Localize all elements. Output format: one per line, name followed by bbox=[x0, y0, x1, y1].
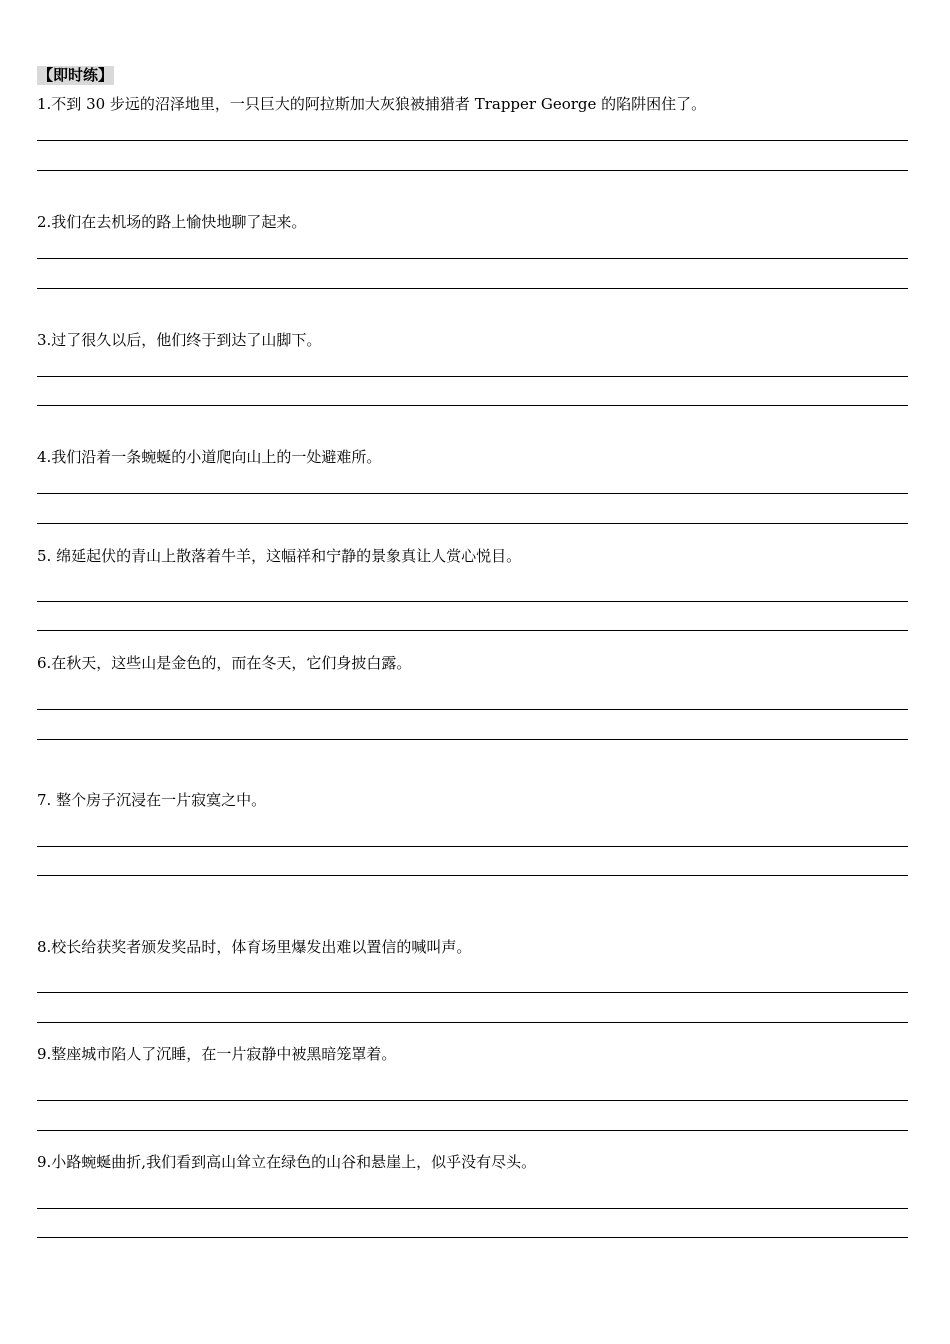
exercise-prompt-2: 2.我们在去机场的路上愉快地聊了起来。 bbox=[37, 213, 307, 231]
exercise-prompt-10: 9.小路蜿蜒曲折,我们看到高山耸立在绿色的山谷和悬崖上，似乎没有尽头。 bbox=[37, 1153, 537, 1171]
answer-line-5b[interactable] bbox=[37, 630, 908, 631]
answer-line-10b[interactable] bbox=[37, 1237, 908, 1238]
answer-line-4a[interactable] bbox=[37, 493, 908, 494]
answer-line-6a[interactable] bbox=[37, 709, 908, 710]
answer-line-7b[interactable] bbox=[37, 875, 908, 876]
answer-line-10a[interactable] bbox=[37, 1208, 908, 1209]
exercise-prompt-4: 4.我们沿着一条蜿蜒的小道爬向山上的一处避难所。 bbox=[37, 448, 382, 466]
answer-line-8b[interactable] bbox=[37, 1022, 908, 1023]
answer-line-7a[interactable] bbox=[37, 846, 908, 847]
answer-line-1b[interactable] bbox=[37, 170, 908, 171]
answer-line-1a[interactable] bbox=[37, 140, 908, 141]
exercise-prompt-1: 1.不到 30 步远的沼泽地里，一只巨大的阿拉斯加大灰狼被捕猎者 Trapper George 的陷阱困住了。 bbox=[37, 95, 707, 113]
exercise-prompt-6: 6.在秋天，这些山是金色的，而在冬天，它们身披白露。 bbox=[37, 654, 412, 672]
exercise-prompt-3: 3.过了很久以后，他们终于到达了山脚下。 bbox=[37, 331, 322, 349]
answer-line-3a[interactable] bbox=[37, 376, 908, 377]
answer-line-2b[interactable] bbox=[37, 288, 908, 289]
answer-line-5a[interactable] bbox=[37, 601, 908, 602]
section-heading: 【即时练】 bbox=[38, 66, 114, 84]
answer-line-3b[interactable] bbox=[37, 405, 908, 406]
exercise-prompt-7: 7. 整个房子沉浸在一片寂寞之中。 bbox=[37, 791, 267, 809]
answer-line-2a[interactable] bbox=[37, 258, 908, 259]
exercise-prompt-9: 9.整座城市陷人了沉睡，在一片寂静中被黑暗笼罩着。 bbox=[37, 1045, 397, 1063]
exercise-prompt-8: 8.校长给获奖者颁发奖品时，体育场里爆发出难以置信的喊叫声。 bbox=[37, 938, 472, 956]
exercise-prompt-5: 5. 绵延起伏的青山上散落着牛羊，这幅祥和宁静的景象真让人赏心悦目。 bbox=[37, 547, 522, 565]
answer-line-4b[interactable] bbox=[37, 523, 908, 524]
answer-line-9a[interactable] bbox=[37, 1100, 908, 1101]
answer-line-8a[interactable] bbox=[37, 992, 908, 993]
answer-line-9b[interactable] bbox=[37, 1130, 908, 1131]
answer-line-6b[interactable] bbox=[37, 739, 908, 740]
